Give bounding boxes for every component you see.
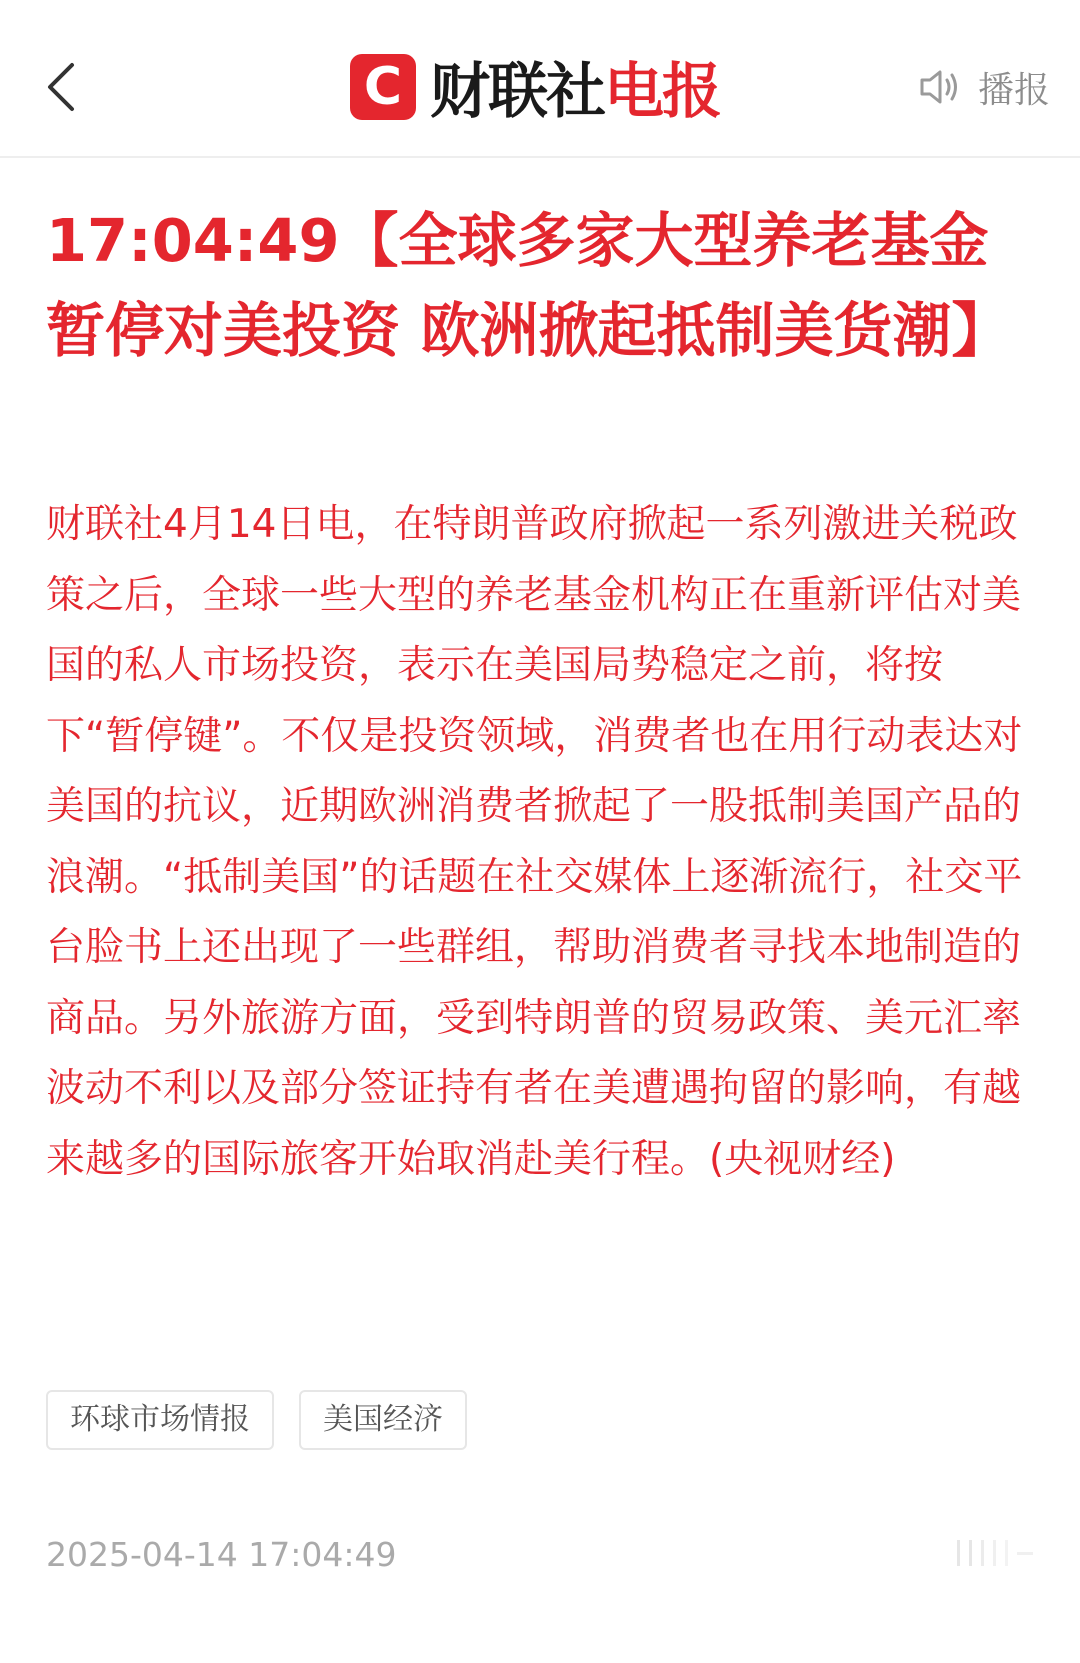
brand-logo xyxy=(350,52,720,127)
logo-text-accent: 电报 xyxy=(604,57,720,127)
tag-us-economy[interactable]: 美国经济 xyxy=(299,1390,467,1450)
tag-list xyxy=(46,1390,492,1450)
back-button[interactable] xyxy=(30,52,90,122)
chevron-left-icon xyxy=(44,61,76,113)
logo-text-main: 财联社 xyxy=(430,57,604,127)
top-bar xyxy=(0,0,1080,158)
more-indicator-icon xyxy=(955,1538,1035,1568)
tag-global-market[interactable]: 环球市场情报 xyxy=(46,1390,274,1450)
article-body: 财联社4月14日电，在特朗普政府掀起一系列激进关税政策之后，全球一些大型的养老基金机构正在重新评估对美国的私人市场投资，表示在美国局势稳定之前，将按下“暂停键”。不仅是投资领域，消费者也在用行动表达对美国的抗议，近期欧洲消费者掀起了一股抵制美国产品的浪潮。“抵制美国”的话题在社交媒体上逐渐流行，社交平台脸书上还出现了一些群组，帮助消费者寻找本地制造的商品。另外旅游方面，受到特朗普的贸易政策、美元汇率波动不利以及部分签证持有者在美遭遇拘留的影响，有越来越多的国际旅客开始取消赴美行程。(央视财经) xyxy=(46,502,1023,1182)
speaker-icon xyxy=(918,67,962,107)
publish-timestamp: 2025-04-14 17:04:49 xyxy=(46,1535,397,1574)
broadcast-button[interactable] xyxy=(918,62,1050,112)
broadcast-label: 播报 xyxy=(977,69,1050,111)
logo-badge: C xyxy=(350,54,416,120)
article-title: 17:04:49【全球多家大型养老基金暂停对美投资 欧洲掀起抵制美货潮】 xyxy=(46,206,1011,365)
